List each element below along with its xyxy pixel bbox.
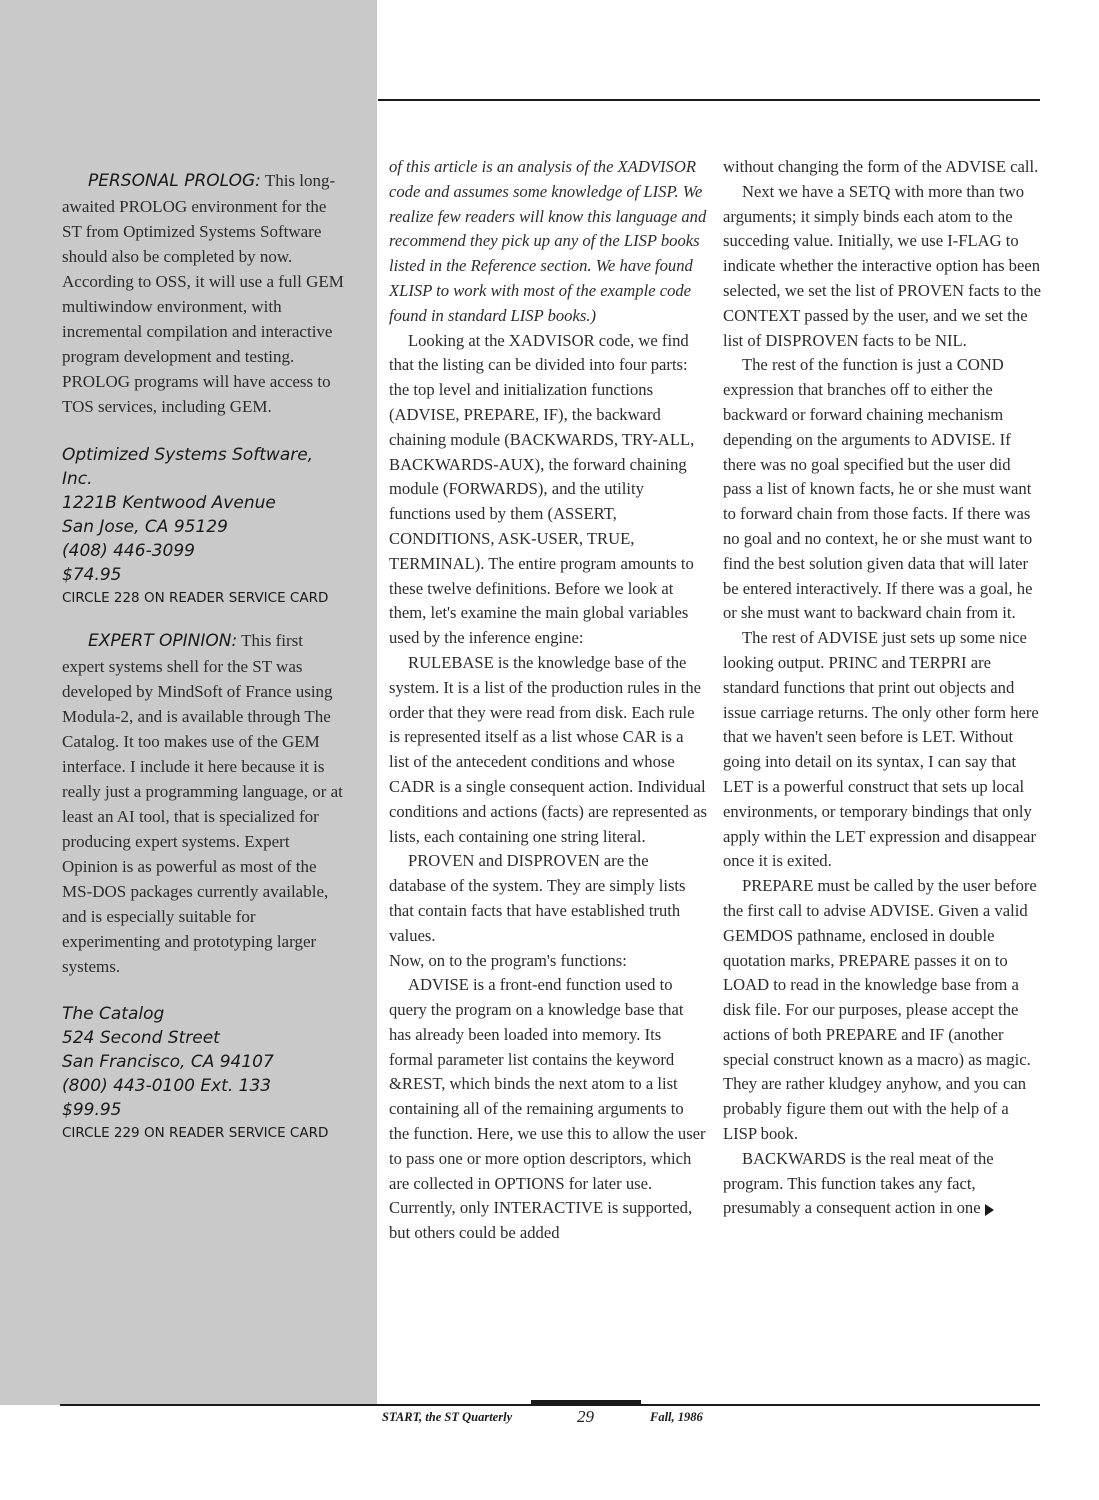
article-column-right: [723, 155, 1041, 1221]
reader-service-note: CIRCLE 229 ON READER SERVICE CARD: [62, 1125, 329, 1141]
price: $74.95: [62, 565, 122, 585]
body-paragraph: ADVISE is a front-end function used to query the program on a knowledge base that has already been loaded into memory. Its formal parameter list contains the keyword &REST, which binds the next atom to a list containing all of the remaining arguments to the function. Here, we use this to allow the user to pass one or more option descriptors, which are collected in OPTIONS for later use. Currently, only INTERACTIVE is supported, but others could be added: [389, 975, 706, 1243]
page-number: 29: [577, 1407, 594, 1426]
body-paragraph: Looking at the XADVISOR code, we find that the listing can be divided into four parts: the top level and initialization functions (ADVISE, PREPARE, IF), the backward chaining module (BACKWARDS, TRY-ALL, BACKWARDS-AUX), the forward chaining module (FORWARDS), and the utility functions used by them (ASSERT, CONDITIONS, ASK-USER, TRUE, TERMINAL). The entire program amounts to these twelve definitions. Before we look at them, let's examine the main global variables used by the inference engine:: [389, 330, 695, 648]
product-entry-expert-opinion: [62, 628, 348, 979]
company-name: The Catalog: [62, 1004, 165, 1024]
page-footer: [382, 1407, 712, 1430]
body-paragraph-continued: [723, 1147, 1041, 1221]
product-description: This first expert systems shell for the ST was developed by MindSoft of France using Modula-2, and is available through The Catalog. It too makes use of the GEM interface. I include it here because it is really just a programming language, or at least an AI tool, that is specialized for producing expert systems. Expert Opinion is as powerful as most of the MS-DOS packages currently available, and is especially suitable for experimenting and prototyping larger systems.: [62, 631, 343, 976]
article-column-middle: [389, 155, 707, 1246]
continued-text: BACKWARDS is the real meat of the program. This function takes any fact, presumably a consequent action in one: [723, 1148, 994, 1218]
city-state-zip: San Francisco, CA 94107: [62, 1052, 274, 1072]
street-address: 1221B Kentwood Avenue: [62, 493, 276, 513]
city-state-zip: San Jose, CA 95129: [62, 517, 228, 537]
body-paragraph: RULEBASE is the knowledge base of the system. It is a list of the production rules in the order that they were read from disk. Each rule is represented itself as a list whose CAR is a list of the antecedent conditions and whose CADR is a single consequent action. Individual conditions and actions (facts) are represented as lists, each containing one string literal.: [389, 652, 707, 846]
body-paragraph: The rest of the function is just a COND expression that branches off to either the backward or forward chaining mechanism depending on the arguments to ADVISE. If there was no goal specified but the user did pass a list of known facts, he or she must want to forward chain from those facts. If there was no goal and no context, he or she must want to find the best solution given data that will later be entered interactively. If there was a goal, he or she must want to backward chain from it.: [723, 355, 1033, 623]
body-paragraph: Next we have a SETQ with more than two arguments; it simply binds each atom to the succeding value. Initially, we use I-FLAG to indicate whether the interactive option has been selected, we set the list of PROVEN facts to the CONTEXT passed by the user, and we set the list of DISPROVEN facts to be NIL.: [723, 181, 1041, 350]
continue-arrow-icon: [985, 1204, 994, 1216]
product-description: This long-awaited PROLOG environment for the ST from Optimized Systems Software should also be completed by now. According to OSS, it will use a full GEM multiwindow environment, with incremental compilation and interactive program development and testing. PROLOG programs will have access to TOS services, including GEM.: [62, 171, 344, 416]
body-paragraph: without changing the form of the ADVISE call.: [723, 157, 1039, 176]
footer-rule-accent: [531, 1400, 641, 1405]
company-name: Optimized Systems Software, Inc.: [62, 445, 314, 489]
publication-name: START, the ST Quarterly: [382, 1410, 513, 1424]
product-sidebar: [62, 168, 348, 1144]
product-name: EXPERT OPINION:: [88, 631, 238, 651]
body-paragraph: PREPARE must be called by the user before the first call to advise ADVISE. Given a valid GEMDOS pathname, enclosed in double quotation marks, PREPARE passes it on to LOAD to read in the knowledge base from a disk file. For our purposes, please accept the actions of both PREPARE and IF (another special construct known as a macro) as magic. They are rather kludgey anyhow, and you can probably figure them out with the help of a LISP book.: [723, 876, 1037, 1144]
street-address: 524 Second Street: [62, 1028, 220, 1048]
article-intro-note: of this article is an analysis of the XADVISOR code and assumes some knowledge of LISP. We realize few readers will know this language and recommend they pick up any of the LISP books listed in the Reference section. We have found XLISP to work with most of the example code found in standard LISP books.): [389, 157, 707, 325]
body-paragraph: PROVEN and DISPROVEN are the database of the system. They are simply lists that contain facts that have established truth values.: [389, 851, 686, 945]
phone-number: (800) 443-0100 Ext. 133: [62, 1076, 272, 1096]
issue-date: Fall, 1986: [650, 1410, 703, 1424]
body-paragraph: The rest of ADVISE just sets up some nice looking output. PRINC and TERPRI are standard functions that print out objects and issue carriage returns. The only other form here that we haven't seen before is LET. Without going into detail on its syntax, I can say that LET is a powerful construct that sets up local environments, or temporary bindings that only apply within the LET expression and disappear once it is exited.: [723, 628, 1039, 871]
price: $99.95: [62, 1100, 122, 1120]
reader-service-note: CIRCLE 228 ON READER SERVICE CARD: [62, 590, 329, 606]
product-name: PERSONAL PROLOG:: [88, 171, 261, 191]
top-rule: [378, 99, 1040, 101]
body-paragraph: Now, on to the program's functions:: [389, 950, 627, 970]
phone-number: (408) 446-3099: [62, 541, 195, 561]
product-entry-prolog: [62, 168, 348, 419]
